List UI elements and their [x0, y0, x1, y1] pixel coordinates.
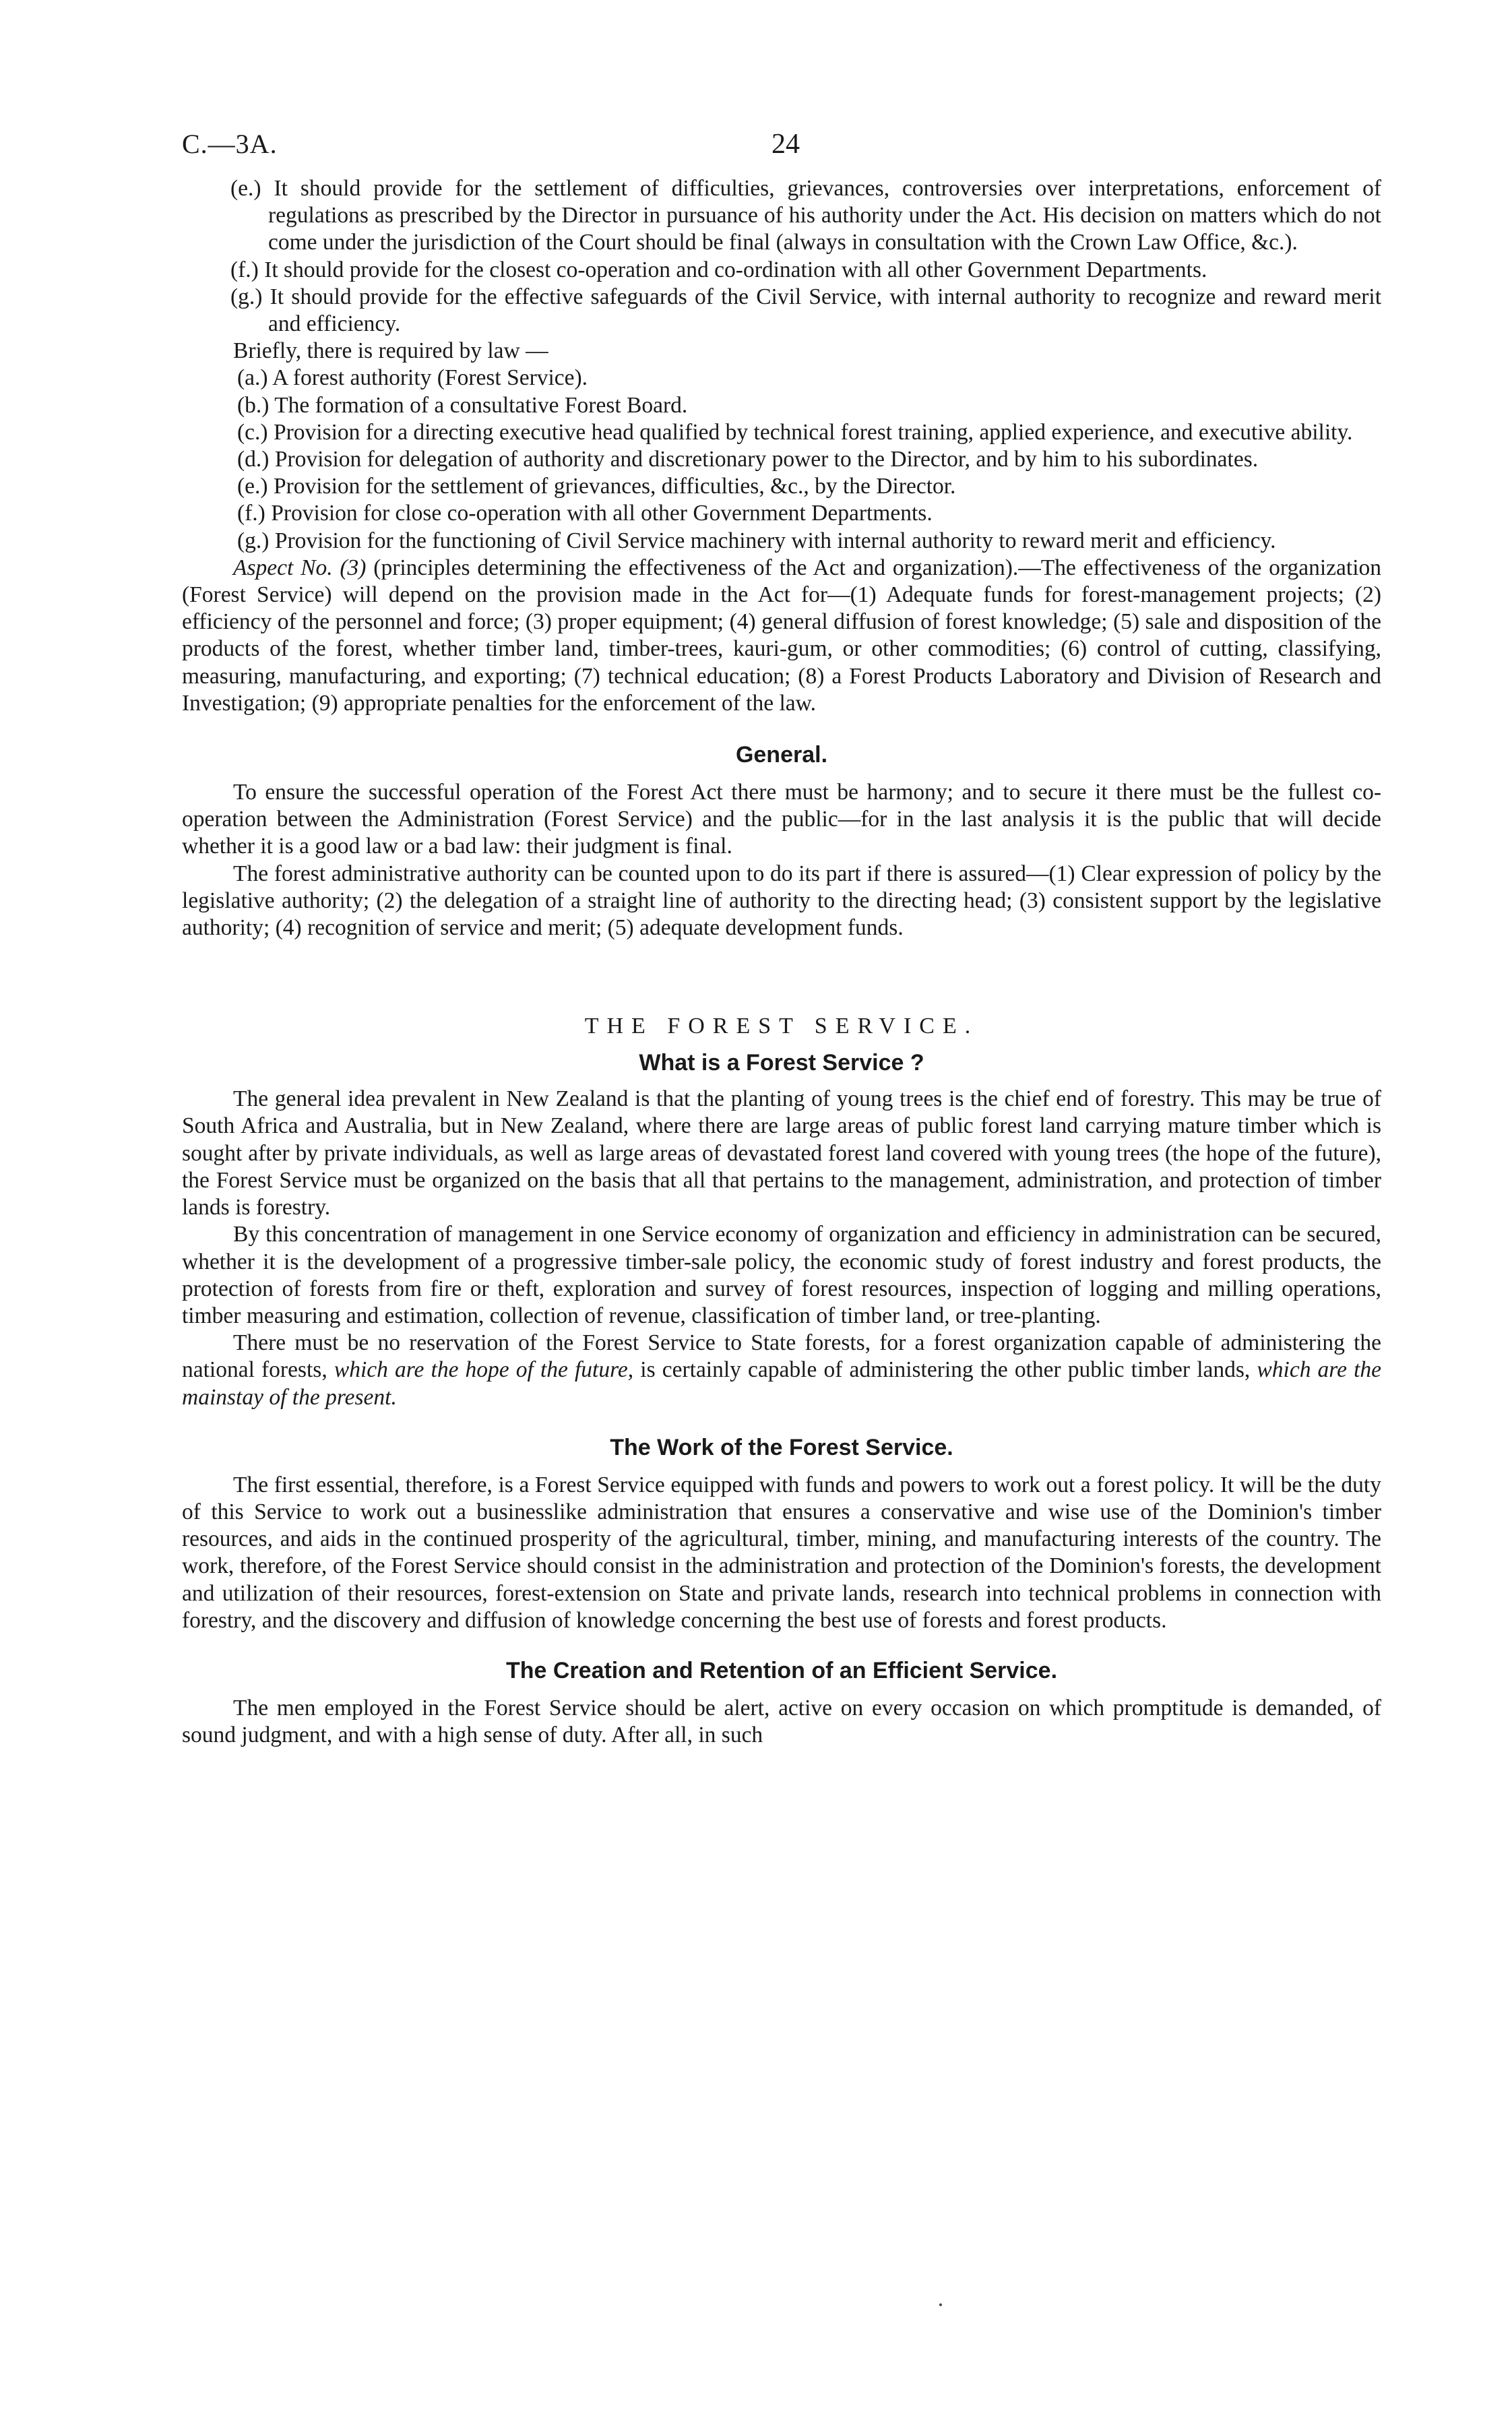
aspect-label: Aspect No. (3) [233, 555, 367, 580]
page-number: 24 [771, 129, 800, 160]
list-item-principle-g: (g.) It should provide for the effective safeguards of the Civil Service, with internal authority to recognize and reward merit and efficiency. [230, 284, 1381, 337]
general-paragraph-2: The forest administrative authority can be counted upon to do its part if there is assured—(1) Clear expression of policy by the legislative authority; (2) the delegation of a straight line of authority to the directing head; (3) consistent support by the legislative authority; (4) recognition of service and merit; (5) adequate development funds. [182, 861, 1381, 941]
heading-work-of-forest-service: The Work of the Forest Service. [610, 1434, 953, 1460]
list-item-principle-f: (f.) It should provide for the closest co-operation and co-ordination with all other Government Departments. [230, 257, 1207, 282]
general-paragraph-1: To ensure the successful operation of the Forest Act there must be harmony; and to secure it there must be the fullest co-operation between the Administration (Forest Service) and the public—for in the last analysis it is the public that will decide whether it is a good law or a bad law: their judgment is final. [182, 780, 1381, 859]
heading-what-is-forest-service: What is a Forest Service ? [639, 1050, 924, 1076]
heading-general: General. [735, 742, 828, 768]
briefly-intro: Briefly, there is required by law — [233, 338, 548, 364]
list-item-required-e: (e.) Provision for the settlement of grievances, difficulties, &c., by the Director. [237, 474, 956, 499]
list-item-principle-e: (e.) It should provide for the settlement of difficulties, grievances, controversies over interpretations, enforcement of regulations as prescribed by the Director in pursuance of his authority under the Act. His decision on matters which do not come under the jurisdiction of the Court should be final (always in consultation with the Crown Law Office, &c.). [230, 176, 1382, 255]
heading-creation-retention: The Creation and Retention of an Efficient Service. [505, 1657, 1058, 1683]
list-item-required-b: (b.) The formation of a consultative Forest Board. [237, 392, 688, 418]
what-paragraph-1: The general idea prevalent in New Zealand is that the planting of young trees is the chief end of forestry. This may be true of South Africa and Australia, but in New Zealand, where there are large areas of public forest land carrying mature timber which is sought after by private individuals, as well as large areas of devastated forest land covered with young trees (the hope of the future), the Forest Service must be organized on the basis that all that pertains to the management, administration, and protection of timber lands is forestry. [182, 1086, 1381, 1220]
work-paragraph: The first essential, therefore, is a Forest Service equipped with funds and powers to work out a forest policy. It will be the duty of this Service to work out a businesslike administration that ensures a conservative and wise use of the Dominion's timber resources, and aids in the continued prosperity of the agricultural, timber, mining, and manufacturing interests of the country. The work, therefore, of the Forest Service should consist in the administration and protection of the Dominion's forests, the development and utilization of their resources, forest-extension on State and private lands, research into technical problems in connection with forestry, and the discovery and diffusion of knowledge concerning the best use of forests and forest products. [182, 1472, 1381, 1633]
creation-paragraph: The men employed in the Forest Service should be alert, active on every occasion on which promptitude is demanded, of sound judgment, and with a high sense of duty. After all, in such [182, 1695, 1381, 1748]
list-item-required-a: (a.) A forest authority (Forest Service). [237, 365, 588, 391]
what-paragraph-2: By this concentration of management in one Service economy of organization and efficiency in administration can be secured, whether it is the development of a progressive timber-sale policy, the economic study of forest industry and forest products, the protection of forests from fire or theft, exploration and survey of forest resources, inspection of logging and milling operations, timber measuring and estimation, collection of revenue, classification of timber land, or tree-planting. [182, 1222, 1381, 1328]
list-item-required-c: (c.) Provision for a directing executive head qualified by technical forest training, applied experience, and executive ability. [237, 419, 1353, 445]
running-header [182, 128, 1381, 175]
list-item-required-g: (g.) Provision for the functioning of Civil Service machinery with internal authority to reward merit and efficiency. [237, 528, 1276, 553]
list-item-required-d: (d.) Provision for delegation of authority and discretionary power to the Director, and by him to his subordinates. [237, 447, 1259, 472]
section-title-forest-service: THE FOREST SERVICE. [584, 1014, 979, 1039]
list-item-required-f: (f.) Provision for close co-operation with all other Government Departments. [237, 501, 933, 526]
document-page [182, 128, 1381, 1749]
aspect-paragraph: Aspect No. (3) (principles determining the effectiveness of the Act and organization).—The effectiveness of the organization (Forest Service) will depend on the provision made in the Act for—(1) Adequate funds for forest-management projects; (2) efficiency of the personnel and force; (3) proper equipment; (4) general diffusion of forest knowledge; (5) sale and disposition of the products of the forest, whether timber land, timber-trees, kauri-gum, or other commodities; (6) control of cutting, classifying, measuring, manufacturing, and exporting; (7) technical education; (8) a Forest Products Laboratory and Division of Research and Investigation; (9) appropriate penalties for the enforcement of the law. [182, 555, 1381, 716]
document-code: C.—3A. [182, 129, 278, 159]
what-paragraph-3: There must be no reservation of the Forest Service to State forests, for a forest organization capable of administering the national forests, which are the hope of the future, is certainly capable of administering the other public timber lands, which are the mainstay of the present. [182, 1330, 1382, 1410]
ink-speck [939, 2303, 942, 2306]
